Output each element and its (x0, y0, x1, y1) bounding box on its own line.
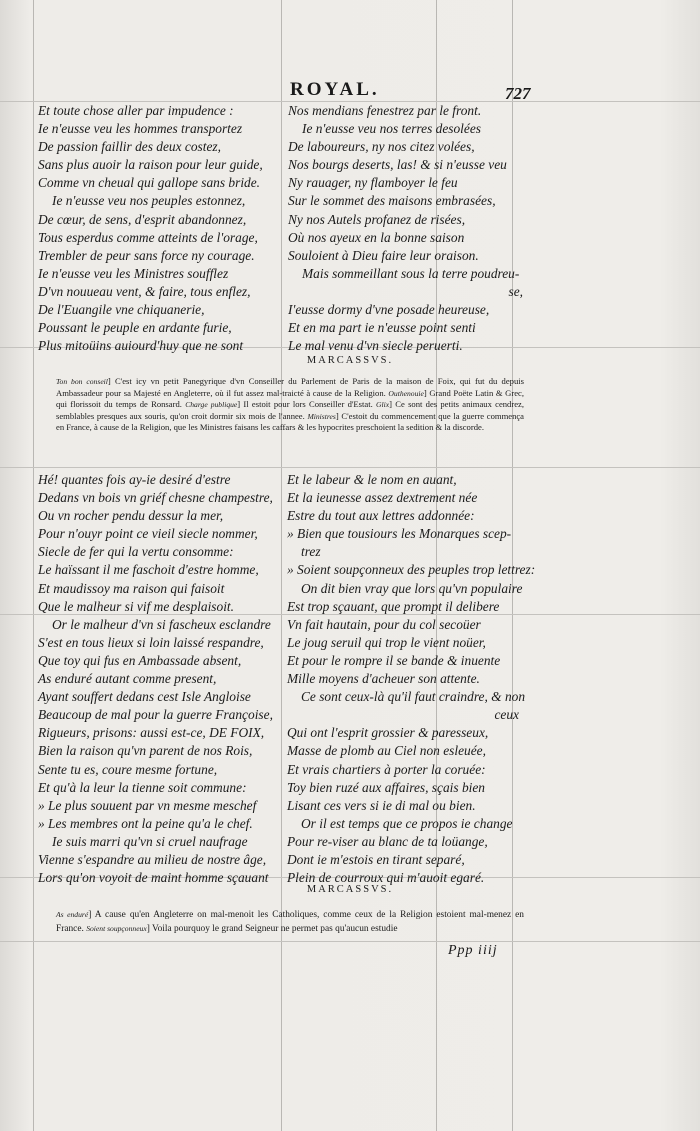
verse-line: As enduré autant comme present, (38, 671, 217, 687)
verse-line: » Le plus souuent par vn mesme meschef (38, 797, 257, 813)
verse-line: Plein de courroux qui m'auoit egaré. (287, 870, 485, 886)
verse-line: Mille moyens d'acheuer son attente. (287, 671, 480, 687)
running-head: ROYAL. (290, 79, 380, 100)
note-lemma: Outhenouie (388, 388, 424, 398)
verse-line: Dont ie m'estois en tirant separé, (287, 851, 465, 867)
verse-line: Et pour le rompre il se bande & inuente (287, 652, 501, 668)
verse-line: Et toute chose aller par impudence : (38, 103, 234, 118)
verse-line: Lors qu'on voyoit de maint homme sçauant (38, 870, 269, 886)
verse-line: Souloient à Dieu faire leur oraison. (288, 247, 479, 263)
verse-line: Ie n'eusse veu les hommes transportez (38, 121, 243, 137)
verse-line: Or le malheur d'vn si fascheux esclandre (52, 616, 271, 632)
verse-line: Rigueurs, prisons: aussi est-ce, DE FOIX, (38, 725, 265, 741)
verse-line: Nos bourgs deserts, las! & si n'eusse veu (288, 157, 507, 173)
verse-line: De passion faillir des deux costez, (38, 139, 221, 155)
verse-line: Et en ma part ie n'eusse point senti (288, 320, 476, 336)
note-lemma: Soient soupçonneux (86, 924, 147, 933)
signature-catchword: Ppp iiij (448, 943, 498, 958)
verse-line: S'est en tous lieux si loin laissé respandre, (38, 634, 264, 650)
verse-line: Nos mendians fenestrez par le front. (288, 103, 482, 118)
verse-line: D'vn nouueau vent, & faire, tous enflez, (38, 283, 251, 299)
verse-line: De laboureurs, ny nos citez volées, (288, 139, 475, 155)
verse-line: Trembler de peur sans force ny courage. (38, 247, 255, 263)
verse-line: Vn fait hautain, pour du col secoüer (287, 616, 481, 632)
verse-line: Siecle de fer qui la vertu consomme: (38, 544, 234, 560)
verse-line: Ie n'eusse veu nos terres desolées (302, 121, 481, 137)
note-text: ] Grand Poëte Latin & Grec, qui florissoit du temps de Ronsard. (56, 387, 525, 410)
note-text: ] C'est icy vn petit Panegyrique d'vn Conseiller du Parlement de Paris de la maison de Foix, qui fut du depuis Ambassadeur pour sa Majesté en Angleterre, où il fut assez mal-traicté à cause de la Religion. (56, 376, 524, 398)
note-text: ] Ce sont des petits animaux cendrez, semblables presques aux souris, qu'on croit dormir six mois de l'annee. (56, 399, 524, 421)
note-lemma: Ministres (307, 411, 336, 421)
verse-line: On dit bien vray que lors qu'vn populaire (301, 580, 523, 596)
verse-line: Dedans vn bois vn griéf chesne champestre, (38, 490, 273, 506)
page-number: 727 (505, 84, 531, 103)
commentary-heading: MARCASSVS. (306, 884, 394, 895)
note-text: ] Il estoit pour lors Conseiller d'Estat. (237, 399, 373, 410)
verse-line: De cœur, de sens, d'esprit abandonnez, (38, 211, 247, 227)
verse-line: Comme vn cheual qui gallope sans bride. (38, 175, 261, 191)
verse-line: Plus mitoüins auiourd'huy que ne sont (38, 338, 244, 354)
verse-line: Estre du tout aux lettres addonnée: (287, 508, 475, 524)
verse-column-bottom-left (38, 471, 273, 887)
verse-line: Tous esperdus comme atteints de l'orage, (38, 229, 258, 245)
verse-line: Le mal venu d'vn siecle peruerti. (288, 338, 463, 354)
note-lemma: As enduré (56, 910, 89, 919)
verse-line: Poussant le peuple en ardante furie, (38, 320, 232, 336)
verse-line: Et le labeur & le nom en auant, (287, 472, 457, 487)
verse-column-bottom-right (287, 471, 535, 887)
verse-line: Ie n'eusse veu nos peuples estonnez, (52, 193, 246, 209)
verse-line: Or il est temps que ce propos ie change (301, 815, 513, 831)
verse-column-top-right (288, 102, 523, 355)
verse-line: Que le malheur si vif me desplaisoit. (38, 598, 234, 614)
verse-line: Ce sont ceux-là qu'il faut craindre, & non (301, 689, 526, 705)
verse-line: trez (301, 544, 321, 560)
verse-line: Ny nos Autels profanez de risées, (288, 211, 466, 227)
verse-line: Masse de plomb au Ciel non esleuée, (287, 743, 486, 759)
verse-line: Qui ont l'esprit grossier & paresseux, (287, 725, 489, 741)
verse-line: Ie suis marri qu'vn si cruel naufrage (52, 833, 248, 849)
verse-line: Pour n'ouyr point ce vieil siecle nommer, (38, 526, 258, 542)
verse-line: Que toy qui fus en Ambassade absent, (38, 652, 242, 668)
note-text: ] Voila pourquoy le grand Seigneur ne permet pas qu'aucun estudie (146, 924, 398, 934)
verse-line: Ny rauager, ny flamboyer le feu (288, 175, 458, 191)
verse-line: Ie n'eusse veu les Ministres soufflez (38, 265, 229, 281)
verse-line: Et la ieunesse assez dextrement née (287, 490, 478, 506)
verse-line: Toy bien ruzé aux affaires, sçais bien (287, 779, 485, 795)
note-lemma: Glix (376, 400, 390, 410)
verse-line: Mais sommeillant sous la terre poudreu- (302, 265, 520, 281)
guide-rule (0, 941, 700, 942)
verse-line: Est trop sçauant, que prompt il delibere (287, 598, 500, 614)
verse-line: » Les membres ont la peine qu'a le chef. (38, 815, 253, 831)
verse-line: Sans plus auoir la raison pour leur guide, (38, 157, 263, 173)
note-text: ] C'estoit du commencement que la guerre commença en France, à cause de la Religion, que les Ministres faisans les caffars & les hypocrites preschoient la sedition & la discorde. (56, 410, 524, 433)
verse-line: Où nos ayeux en la bonne saison (288, 229, 465, 245)
verse-line: Bien la raison qu'vn parent de nos Rois, (38, 743, 253, 759)
verse-line: De l'Euangile vne chiquanerie, (38, 302, 205, 318)
verse-line: Vienne s'espandre au milieu de nostre âge, (38, 851, 267, 867)
verse-column-top-left (38, 102, 263, 355)
verse-line: Ayant souffert dedans cest Isle Angloise (38, 689, 251, 705)
verse-line: Ou vn rocher pendu dessur la mer, (38, 508, 224, 524)
verse-line: se, (508, 283, 523, 299)
note-text: ] A cause qu'en Angleterre on mal-menoit les Catholiques, comme ceux de la Religion estoient mal-menez en France. (56, 910, 524, 934)
note-lemma: Ton bon conseil (56, 377, 108, 386)
verse-line: » Bien que tousiours les Monarques scep- (287, 526, 512, 542)
verse-line: Et maudissoy ma raison qui faisoit (38, 580, 225, 596)
verse-line: Et vrais chartiers à porter la coruée: (287, 761, 486, 777)
commentary-heading: MARCASSVS. (306, 355, 394, 366)
verse-line: » Soient soupçonneux des peuples trop lettrez: (287, 562, 536, 578)
guide-rule (33, 0, 34, 1131)
verse-line: Beaucoup de mal pour la guerre Françoise, (38, 707, 273, 723)
note-lemma: Charge publique (185, 400, 238, 410)
verse-line: Sente tu es, coure mesme fortune, (38, 761, 218, 777)
verse-line: Hé! quantes fois ay-ie desiré d'estre (38, 472, 231, 487)
verse-line: ceux (494, 707, 519, 723)
commentary-notes (56, 376, 524, 434)
verse-line: Lisant ces vers si ie di mal ou bien. (287, 797, 476, 813)
guide-rule (0, 467, 700, 468)
verse-line: Le haïssant il me faschoit d'estre homme, (38, 562, 259, 578)
guide-rule (281, 0, 282, 1131)
verse-line: Le joug seruil qui trop le vient noüer, (287, 634, 486, 650)
verse-line: Sur le sommet des maisons embrasées, (288, 193, 496, 209)
verse-line: Pour re-viser au blanc de ta loüange, (287, 833, 488, 849)
commentary-notes (56, 908, 524, 936)
verse-line: Et qu'à la leur la tienne soit commune: (38, 779, 247, 795)
verse-line: I'eusse dormy d'vne posade heureuse, (288, 302, 490, 318)
